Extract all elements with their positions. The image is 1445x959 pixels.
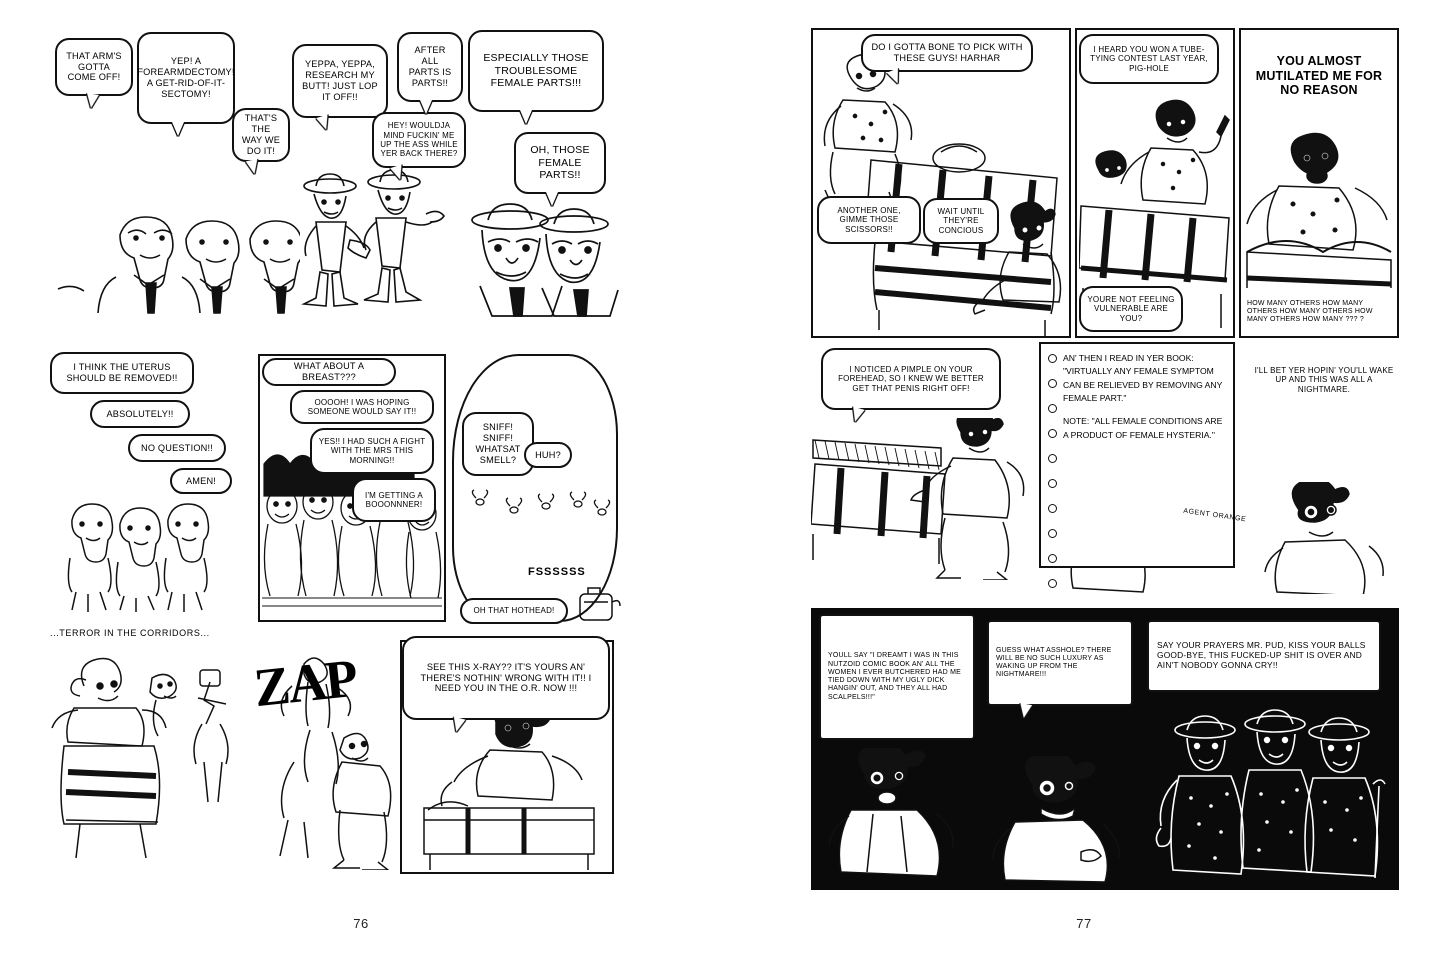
speech-balloon-b18: HUH? <box>524 442 572 468</box>
speech-balloon-b10: ABSOLUTELY!! <box>90 400 190 428</box>
notebook-page <box>1039 342 1235 568</box>
left-page <box>0 0 722 959</box>
speech-balloon-r6: YOU ALMOST MUTILATED ME FOR NO REASON <box>1243 32 1395 120</box>
angry-surgeon-bed-art <box>404 700 610 872</box>
grimacing-figure-art <box>985 756 1133 884</box>
speech-balloon-b15: YES!! I HAD SUCH A FIGHT WITH THE MRS THIS MORNING!! <box>310 428 434 474</box>
straw-hat-doctors-art <box>290 168 455 313</box>
balloon-tail <box>520 110 532 124</box>
speech-balloon-b3: THAT'S THE WAY WE DO IT! <box>232 108 290 162</box>
startled-head-art <box>1263 482 1389 594</box>
notebook-text-note: NOTE: "ALL FEMALE CONDITIONS ARE A PRODUCT OF FEMALE HYSTERIA." <box>1063 416 1223 440</box>
sfx-fssss: FSSSSSS <box>528 566 586 578</box>
notebook-text-primary: AN' THEN I READ IN YER BOOK: "VIRTUALLY ANY FEMALE SYMPTOM CAN BE RELIEVED BY REMOVING ANY FEMALE PART." <box>1063 353 1223 403</box>
speech-balloon-b13: WHAT ABOUT A BREAST??? <box>262 358 396 386</box>
chorus-of-doctors-art <box>58 498 238 613</box>
speech-balloon-b16: I'M GETTING A BOOONNNER! <box>352 478 436 522</box>
speech-balloon-r2: ANOTHER ONE, GIMME THOSE SCISSORS!! <box>817 196 921 244</box>
doctor-heads-art <box>50 205 300 315</box>
dreaming-man-art <box>823 748 969 882</box>
balloon-tail <box>246 159 261 175</box>
speech-balloon-r8: I NOTICED A PIMPLE ON YOUR FOREHEAD, SO I KNEW WE BETTER GET THAT PENIS RIGHT OFF! <box>821 348 1001 410</box>
gas-canister-art <box>572 580 622 624</box>
speech-balloon-b17: SNIFF! SNIFF! WHATSAT SMELL? <box>462 412 534 476</box>
speech-balloon-b1: THAT ARM'S GOTTA COME OFF! <box>55 38 133 96</box>
speech-balloon-b5: HEY! WOULDJA MIND FUCKIN' ME UP THE ASS WHILE YER BACK THERE? <box>372 112 466 168</box>
balloon-tail <box>420 100 432 114</box>
three-women-hats-art <box>1141 706 1387 886</box>
speech-balloon-r3: WAIT UNTIL THEY'RE CONCIOUS <box>923 198 999 244</box>
speech-balloon-r1: DO I GOTTA BONE TO PICK WITH THESE GUYS! HARHAR <box>861 34 1033 72</box>
page-number-right: 77 <box>1076 916 1092 931</box>
speech-balloon-r4: I HEARD YOU WON A TUBE-TYING CONTEST LAST YEAR, PIG-HOLE <box>1079 34 1219 84</box>
page-number-left: 76 <box>353 916 369 931</box>
speech-balloon-b9: I THINK THE UTERUS SHOULD BE REMOVED!! <box>50 352 194 394</box>
doctor-pointing-over-bed-art <box>811 418 1031 580</box>
corridor-scene-art <box>44 650 244 860</box>
balloon-tail <box>546 192 558 206</box>
sfx-zap: ZAP <box>251 647 359 719</box>
right-page <box>723 0 1445 959</box>
screaming-patient-art <box>1243 128 1395 298</box>
two-faces-art <box>462 200 622 318</box>
speech-balloon-r12: YOULL SAY "I DREAMT I WAS IN THIS NUTZOID COMIC BOOK AN' ALL THE WOMEN I EVER BUTCHERED HAD ME TIED DOWN WITH MY UGLY DICK HANGIN' OUT, AND THEY ALL HAD SCALPELS!!!" <box>819 614 975 740</box>
caption-terror-corridors: ...TERROR IN THE CORRIDORS... <box>50 628 210 638</box>
book-cover-label: AGENT ORANGE <box>1182 507 1247 524</box>
speech-balloon-r13: GUESS WHAT ASSHOLE? THERE WILL BE NO SUCH LUXURY AS WAKING UP FROM THE NIGHTMARE!!! <box>987 620 1133 706</box>
balloon-tail <box>85 93 99 109</box>
speech-balloon-b6: AFTER ALL PARTS IS PARTS!! <box>397 32 463 102</box>
speech-balloon-r11: I'LL BET YER HOPIN' YOU'LL WAKE UP AND THIS WAS ALL A NIGHTMARE. <box>1245 352 1403 408</box>
speech-balloon-b7: ESPECIALLY THOSE TROUBLESOME FEMALE PARTS!!! <box>468 30 604 112</box>
speech-balloon-b8: OH, THOSE FEMALE PARTS!! <box>514 132 606 194</box>
spiral-rings-icon <box>1048 354 1056 556</box>
nurse-and-patient-art <box>819 52 1067 336</box>
speech-balloon-b19: OH THAT HOTHEAD! <box>460 598 568 624</box>
speech-balloon-b12: AMEN! <box>170 468 232 494</box>
speech-balloon-r5: YOURE NOT FEELING VULNERABLE ARE YOU? <box>1079 286 1183 332</box>
speech-balloon-b2: YEP! A FOREARMDECTOMY! A GET-RID-OF-IT-SECTOMY! <box>137 32 235 124</box>
flies-art <box>466 486 612 532</box>
balloon-tail <box>1018 703 1032 719</box>
speech-balloon-r14: SAY YOUR PRAYERS MR. PUD, KISS YOUR BALLS GOOD-BYE, THIS FUCKED-UP SHIT IS OVER AND AIN'T NOBODY GONNA CRY!! <box>1147 620 1381 692</box>
speech-balloon-b14: OOOOH! I WAS HOPING SOMEONE WOULD SAY IT!! <box>290 390 434 424</box>
speech-balloon-b4: YEPPA, YEPPA, RESEARCH MY BUTT! JUST LOP IT OFF!! <box>292 44 388 118</box>
speech-balloon-b11: NO QUESTION!! <box>128 434 226 462</box>
speech-balloon-r7: HOW MANY OTHERS HOW MANY OTHERS HOW MANY OTHERS HOW MANY OTHERS HOW MANY ??? ? <box>1241 288 1397 336</box>
speech-balloon-b20: SEE THIS X-RAY?? IT'S YOURS AN' THERE'S NOTHIN' WRONG WITH IT!! I NEED YOU IN THE O.R. NOW !!! <box>402 636 610 720</box>
balloon-tail <box>172 122 184 136</box>
